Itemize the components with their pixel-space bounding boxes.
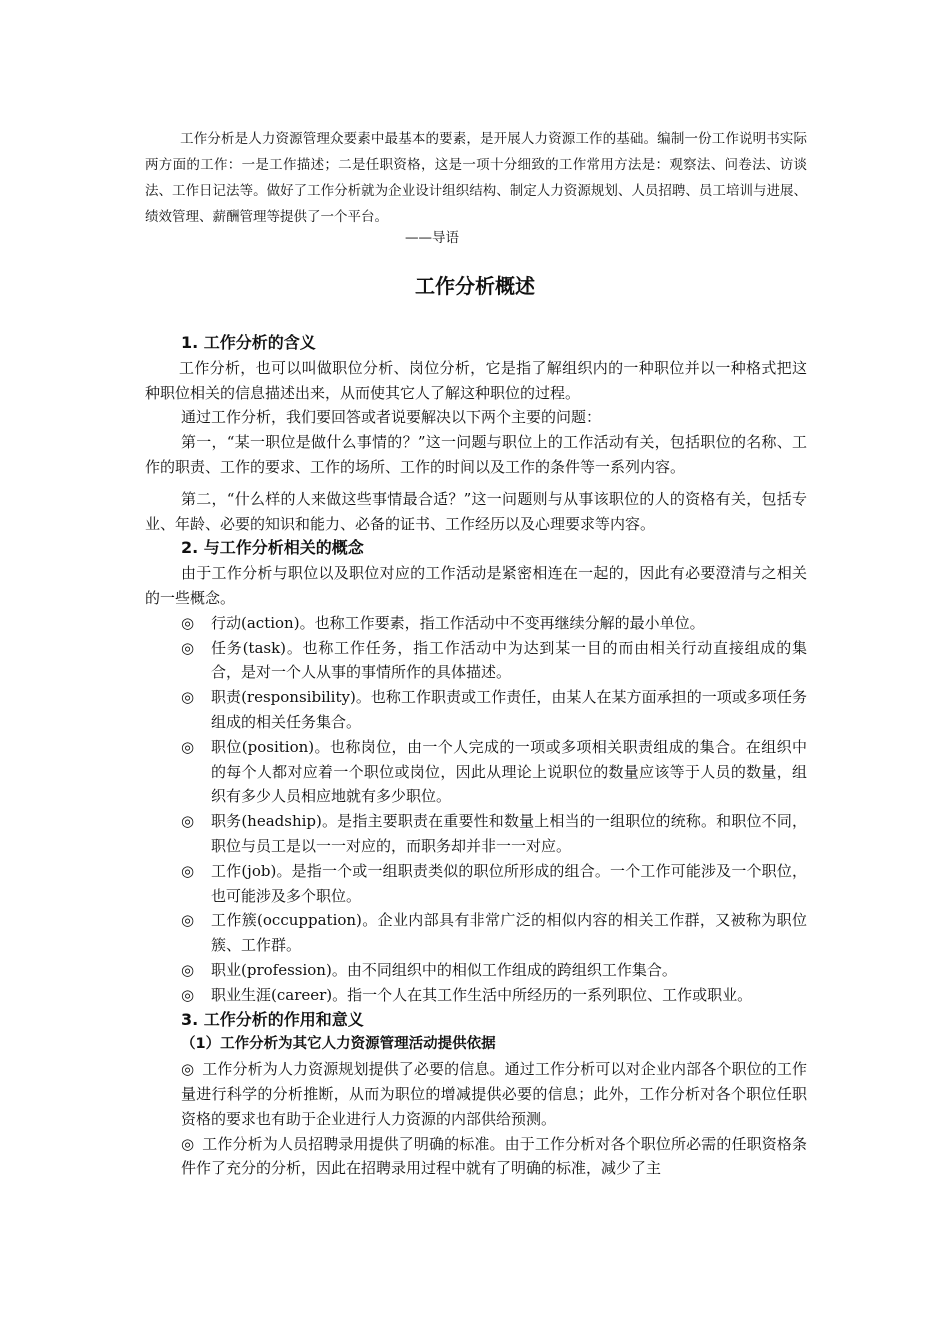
list-item	[145, 809, 807, 859]
page-title: 工作分析概述	[415, 274, 535, 298]
concept-list	[145, 611, 807, 1008]
bullet-mark: ◎	[181, 1060, 195, 1079]
section-3-bullet-paragraph-2	[145, 1132, 807, 1182]
section-1-paragraph-4: 第二，“什么样的人来做这些事情最合适？”这一问题则与从事该职位的人的资格有关，包括专业、年龄、必要的知识和能力、必备的证书、工作经历以及心理要求等内容。	[145, 489, 807, 533]
list-item-text: 职业(profession)。由不同组织中的相似工作组成的跨组织工作集合。	[211, 960, 677, 979]
bullet-mark: ◎	[181, 812, 195, 831]
section-2-paragraph-1: 由于工作分析与职位以及职位对应的工作活动是紧密相连在一起的，因此有必要澄清与之相关的一些概念。	[145, 564, 807, 607]
bullet-mark: ◎	[181, 737, 195, 756]
intro-signature: ——导语	[405, 230, 459, 246]
section-1-paragraph-3: 第一，“某一职位是做什么事情的？”这一问题与职位上的工作活动有关，包括职位的名称、工作的职责、工作的要求、工作的场所、工作的时间以及工作的条件等一系列内容。	[145, 433, 807, 476]
bullet-mark: ◎	[181, 985, 195, 1004]
list-item	[145, 958, 807, 983]
bullet-mark: ◎	[181, 688, 195, 707]
list-item	[145, 859, 807, 909]
bullet-mark: ◎	[181, 1134, 195, 1153]
list-item-text: 职责(responsibility)。也称工作职责或工作责任，由某人在某方面承担的一项或多项任务组成的相关任务集合。	[211, 688, 807, 731]
list-item-text: 工作(job)。是指一个或一组职责类似的职位所形成的组合。一个工作可能涉及一个职位，也可能涉及多个职位。	[211, 861, 807, 905]
section-1-paragraph-1: 工作分析，也可以叫做职位分析、岗位分析，它是指了解组织内的一种职位并以一种格式把这种职位相关的信息描述出来，从而使其它人了解这种职位的过程。	[145, 358, 807, 402]
bullet-paragraph-text: 工作分析为人力资源规划提供了必要的信息。通过工作分析可以对企业内部各个职位的工作量进行科学的分析推断，从而为职位的增减提供必要的信息；此外，工作分析对各个职位任职资格的要求也有助于企业进行人力资源的内部供给预测。	[181, 1060, 807, 1128]
intro-paragraph: 工作分析是人力资源管理众要素中最基本的要素，是开展人力资源工作的基础。编制一份工作说明书实际两方面的工作：一是工作描述；二是任职资格，这是一项十分细致的工作常用方法是：观察法、问卷法、访谈法、工作日记法等。做好了工作分析就为企业设计组织结构、制定人力资源规划、人员招聘、员工培训与进展、绩效管理、薪酬管理等提供了一个平台。	[145, 131, 807, 225]
list-item-text: 职务(headship)。是指主要职责在重要性和数量上相当的一组职位的统称。和职位不同，职位与员工是以一一对应的，而职务却并非一一对应。	[211, 812, 807, 855]
section-3-heading: 3. 工作分析的作用和意义	[181, 1009, 364, 1029]
bullet-paragraph-text: 工作分析为人员招聘录用提供了明确的标准。由于工作分析对各个职位所必需的任职资格条件作了充分的分析，因此在招聘录用过程中就有了明确的标准，减少了主	[181, 1134, 807, 1178]
section-3-subheading-1: （1）工作分析为其它人力资源管理活动提供依据	[181, 1036, 496, 1053]
list-item-text: 职业生涯(career)。指一个人在其工作生活中所经历的一系列职位、工作或职业。	[211, 985, 753, 1004]
list-item	[145, 908, 807, 958]
bullet-mark: ◎	[181, 861, 195, 880]
section-1-paragraph-2: 通过工作分析，我们要回答或者说要解决以下两个主要的问题：	[181, 408, 602, 427]
document-body	[145, 331, 807, 1181]
list-item	[145, 611, 807, 636]
list-item	[145, 636, 807, 686]
list-item-text: 工作簇(occuppation)。企业内部具有非常广泛的相似内容的相关工作群，又被称为职位簇、工作群。	[211, 911, 807, 955]
list-item-text: 任务(task)。也称工作任务，指工作活动中为达到某一目的而由相关行动直接组成的集合，是对一个人从事的事情所作的具体描述。	[211, 638, 807, 682]
bullet-mark: ◎	[181, 911, 195, 930]
list-item-text: 职位(position)。也称岗位，由一个人完成的一项或多项相关职责组成的集合。在组织中的每个人都对应着一个职位或岗位，因此从理论上说职位的数量应该等于人员的数量，组织有多少人员相应地就有多少职位。	[211, 737, 807, 806]
section-3-bullet-paragraph-1	[145, 1057, 807, 1131]
bullet-mark: ◎	[181, 638, 195, 657]
bullet-mark: ◎	[181, 960, 195, 979]
list-item	[145, 735, 807, 809]
list-item	[145, 685, 807, 735]
section-1-heading: 1. 工作分析的含义	[181, 333, 316, 352]
list-item-text: 行动(action)。也称工作要素，指工作活动中不变再继续分解的最小单位。	[211, 613, 705, 632]
section-2-heading: 2. 与工作分析相关的概念	[181, 538, 364, 558]
bullet-mark: ◎	[181, 613, 195, 632]
list-item	[145, 983, 807, 1008]
